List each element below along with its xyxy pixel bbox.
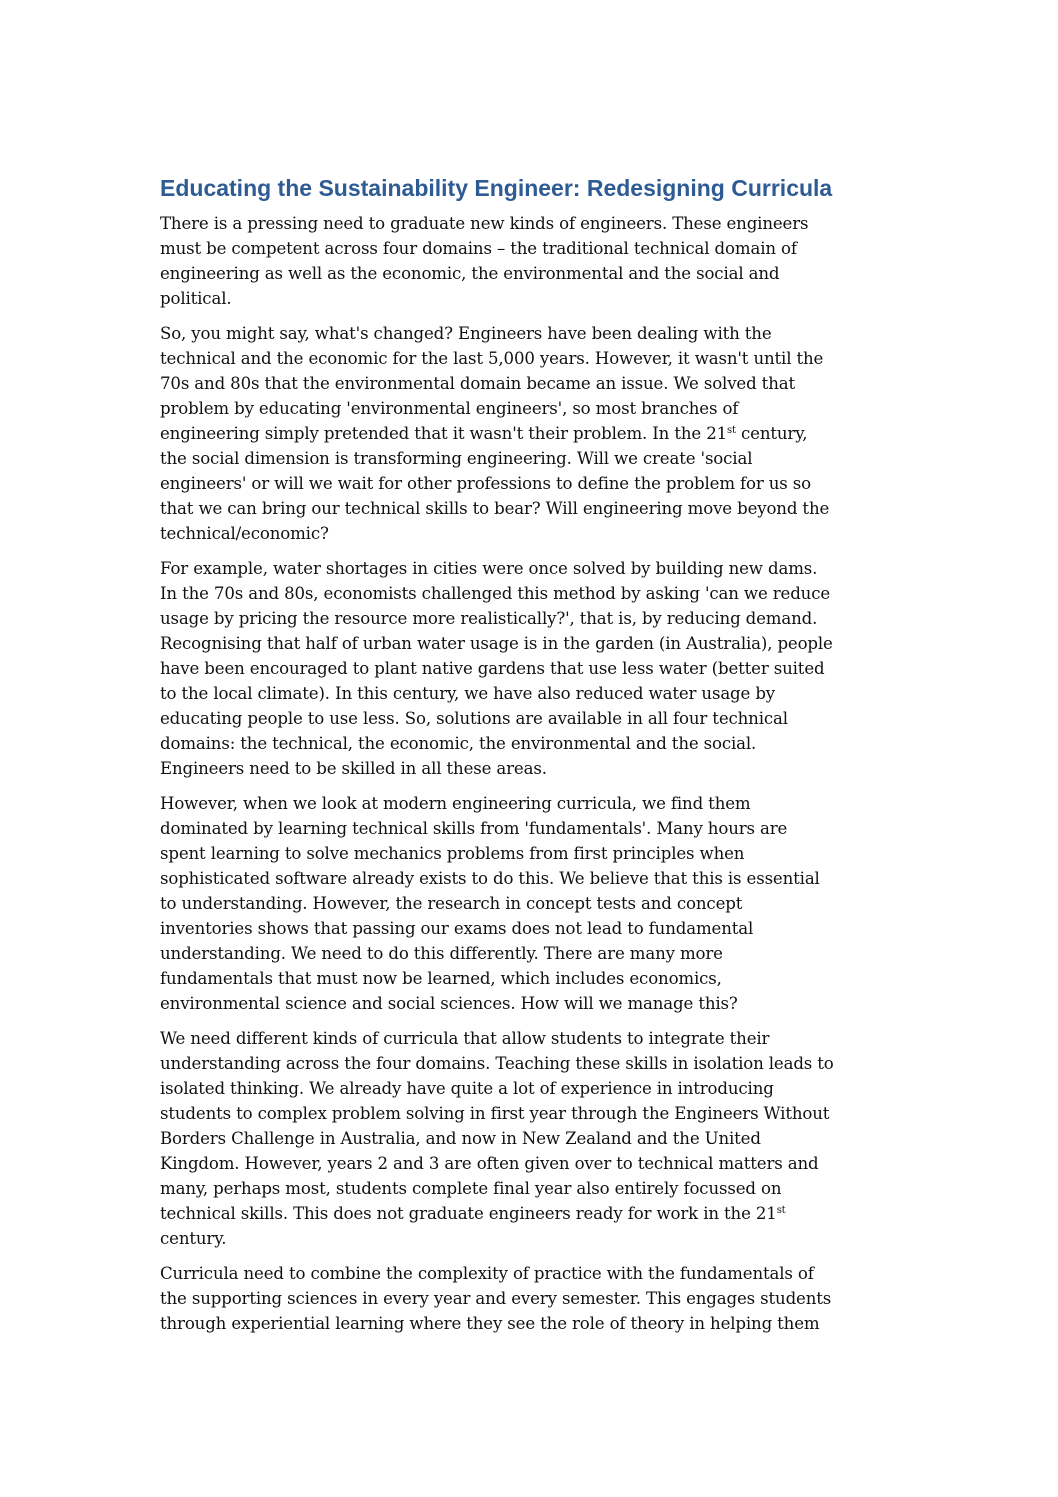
paragraph-line: to understanding. However, the research in concept tests and concept xyxy=(160,894,743,913)
paragraph-line: understanding. We need to do this differently. There are many more xyxy=(160,944,723,963)
ordinal-superscript: st xyxy=(776,1205,786,1216)
paragraph-line: isolated thinking. We already have quite a lot of experience in introducing xyxy=(160,1079,774,1098)
paragraph-2 xyxy=(160,321,900,546)
paragraph-line-with-superscript xyxy=(160,1201,900,1226)
paragraph-line-with-superscript xyxy=(160,421,900,446)
paragraph-4 xyxy=(160,791,900,1016)
ordinal-superscript: st xyxy=(727,425,736,436)
paragraph-line: Recognising that half of urban water usage is in the garden (in Australia), people xyxy=(160,634,833,653)
paragraph-line: Curricula need to combine the complexity of practice with the fundamentals of xyxy=(160,1264,814,1283)
line-text: engineering simply pretended that it wasn't their problem. In the 21 xyxy=(160,424,728,443)
paragraph-line: educating people to use less. So, solutions are available in all four technical xyxy=(160,709,788,728)
paragraph-line: Engineers need to be skilled in all these areas. xyxy=(160,759,547,778)
paragraph-line: Kingdom. However, years 2 and 3 are often given over to technical matters and xyxy=(160,1154,819,1173)
paragraph-line: There is a pressing need to graduate new kinds of engineers. These engineers xyxy=(160,214,809,233)
paragraph-line: political. xyxy=(160,289,232,308)
paragraph-line: to the local climate). In this century, we have also reduced water usage by xyxy=(160,684,776,703)
paragraph-5 xyxy=(160,1026,900,1251)
document-title: Educating the Sustainability Engineer: Redesigning Curricula xyxy=(160,175,833,201)
paragraph-line: However, when we look at modern engineering curricula, we find them xyxy=(160,794,751,813)
paragraph-line: through experiential learning where they see the role of theory in helping them xyxy=(160,1314,820,1333)
paragraph-line: engineers' or will we wait for other professions to define the problem for us so xyxy=(160,474,811,493)
paragraph-line: We need different kinds of curricula that allow students to integrate their xyxy=(160,1029,770,1048)
paragraph-line: usage by pricing the resource more realistically?', that is, by reducing demand. xyxy=(160,609,818,628)
line-text: technical skills. This does not graduate engineers ready for work in the 21 xyxy=(160,1204,777,1223)
paragraph-line: technical/economic? xyxy=(160,524,329,543)
paragraph-6 xyxy=(160,1261,900,1336)
paragraph-line: problem by educating 'environmental engineers', so most branches of xyxy=(160,399,739,418)
paragraph-line: inventories shows that passing our exams does not lead to fundamental xyxy=(160,919,754,938)
paragraph-line: century. xyxy=(160,1229,227,1248)
paragraph-line: the social dimension is transforming engineering. Will we create 'social xyxy=(160,449,753,468)
paragraph-line: have been encouraged to plant native gardens that use less water (better suited xyxy=(160,659,825,678)
paragraph-line: So, you might say, what's changed? Engineers have been dealing with the xyxy=(160,324,772,343)
paragraph-line: fundamentals that must now be learned, which includes economics, xyxy=(160,969,722,988)
document-body xyxy=(160,172,900,1346)
paragraph-line: engineering as well as the economic, the environmental and the social and xyxy=(160,264,780,283)
paragraph-line: that we can bring our technical skills to bear? Will engineering move beyond the xyxy=(160,499,830,518)
paragraph-line: Borders Challenge in Australia, and now in New Zealand and the United xyxy=(160,1129,761,1148)
paragraph-line: In the 70s and 80s, economists challenged this method by asking 'can we reduce xyxy=(160,584,831,603)
paragraph-3 xyxy=(160,556,900,781)
paragraph-line: 70s and 80s that the environmental domain became an issue. We solved that xyxy=(160,374,795,393)
paragraph-line: dominated by learning technical skills from 'fundamentals'. Many hours are xyxy=(160,819,788,838)
paragraph-line: many, perhaps most, students complete final year also entirely focussed on xyxy=(160,1179,782,1198)
paragraph-line: domains: the technical, the economic, the environmental and the social. xyxy=(160,734,757,753)
paragraph-line: For example, water shortages in cities were once solved by building new dams. xyxy=(160,559,818,578)
paragraph-line: must be competent across four domains – the traditional technical domain of xyxy=(160,239,797,258)
paragraph-line: technical and the economic for the last 5,000 years. However, it wasn't until the xyxy=(160,349,824,368)
paragraph-line: environmental science and social sciences. How will we manage this? xyxy=(160,994,738,1013)
paragraph-line: understanding across the four domains. Teaching these skills in isolation leads to xyxy=(160,1054,834,1073)
line-text-continued: century, xyxy=(735,424,808,443)
paragraph-line: the supporting sciences in every year and every semester. This engages students xyxy=(160,1289,832,1308)
paragraph-line: spent learning to solve mechanics problems from first principles when xyxy=(160,844,745,863)
paragraph-1 xyxy=(160,211,900,311)
paragraph-line: students to complex problem solving in first year through the Engineers Without xyxy=(160,1104,830,1123)
paragraph-line: sophisticated software already exists to do this. We believe that this is essential xyxy=(160,869,820,888)
